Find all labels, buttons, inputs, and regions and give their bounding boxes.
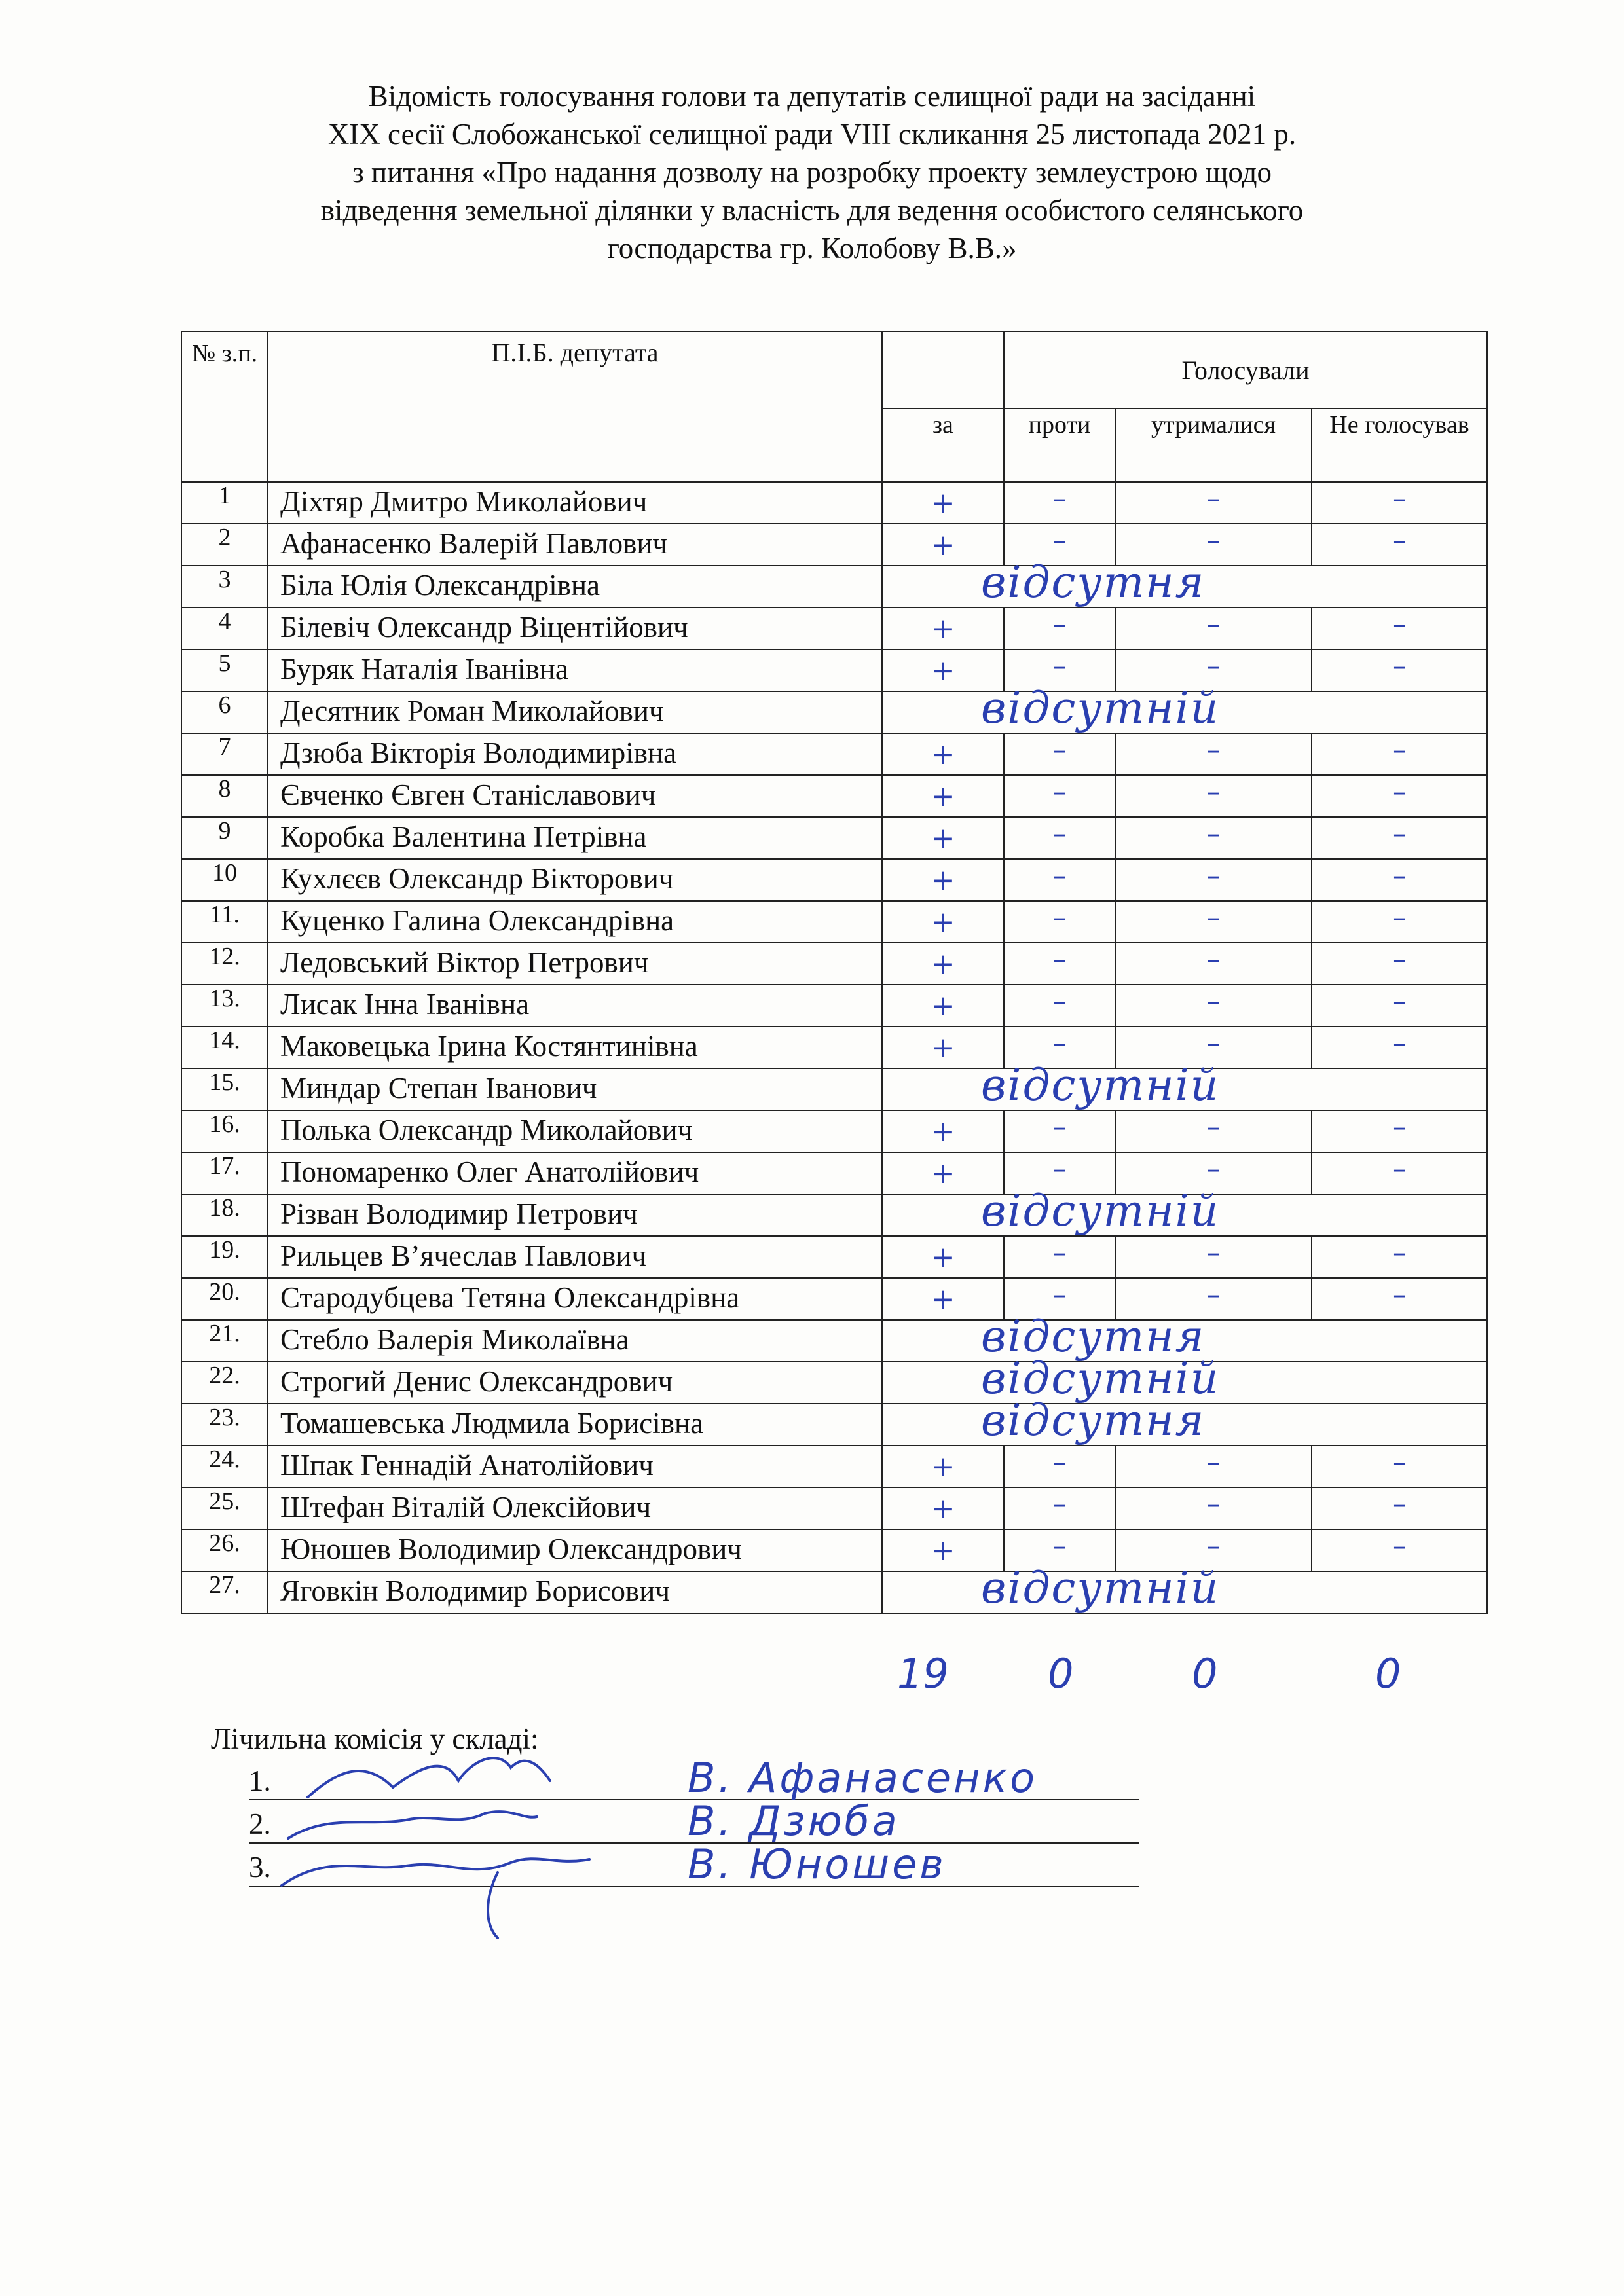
vote-against-mark: – (1053, 1489, 1066, 1520)
table-row (181, 1110, 1487, 1152)
vote-not-voted-mark: – (1393, 861, 1406, 891)
deputy-name: Лисак Інна Іванівна (268, 985, 882, 1027)
header-blank (882, 331, 1004, 409)
vote-not-voted-mark-cell (1312, 482, 1487, 524)
vote-not-voted-mark-cell (1312, 901, 1487, 943)
table-row (181, 691, 1487, 733)
vote-for-mark: + (931, 486, 955, 520)
vote-against-mark: – (1053, 735, 1066, 765)
row-number: 4 (181, 608, 268, 649)
table-row (181, 1320, 1487, 1362)
vote-not-voted-mark: – (1393, 735, 1406, 765)
vote-not-voted-mark: – (1393, 1112, 1406, 1142)
vote-for-mark-cell (882, 1446, 1004, 1487)
absent-mark: відсутній (981, 1563, 1220, 1613)
total-abstain: 0 (1192, 1650, 1218, 1698)
vote-for-mark-cell (882, 608, 1004, 649)
signature-number: 3. (249, 1851, 271, 1884)
vote-abstain-mark-cell (1115, 1110, 1312, 1152)
table-row (181, 817, 1487, 859)
signature-number: 2. (249, 1808, 271, 1840)
deputy-name: Строгий Денис Олександрович (268, 1362, 882, 1404)
vote-abstain-mark: – (1207, 526, 1220, 556)
vote-abstain-mark: – (1207, 903, 1220, 933)
vote-against-mark: – (1053, 526, 1066, 556)
vote-against-mark: – (1053, 610, 1066, 640)
table-row (181, 649, 1487, 691)
signature-line (249, 1797, 1139, 1845)
deputy-name: Кухлєєв Олександр Вікторович (268, 859, 882, 901)
header-voted: Голосували (1004, 331, 1487, 409)
vote-not-voted-mark-cell (1312, 943, 1487, 985)
deputy-name: Десятник Роман Миколайович (268, 691, 882, 733)
vote-for-mark-cell (882, 1110, 1004, 1152)
vote-abstain-mark: – (1207, 861, 1220, 891)
vote-not-voted-mark: – (1393, 1280, 1406, 1310)
vote-against-mark-cell (1004, 482, 1115, 524)
absent-mark: відсутній (981, 1353, 1220, 1404)
vote-not-voted-mark: – (1393, 651, 1406, 682)
table-row (181, 1194, 1487, 1236)
vote-not-voted-mark: – (1393, 484, 1406, 514)
deputy-name: Ледовський Віктор Петрович (268, 943, 882, 985)
absent-mark: відсутня (981, 1395, 1206, 1446)
vote-against-mark-cell (1004, 1487, 1115, 1529)
row-number: 11. (181, 901, 268, 943)
vote-not-voted-mark-cell (1312, 1529, 1487, 1571)
table-row (181, 1446, 1487, 1487)
table-row (181, 775, 1487, 817)
row-number: 18. (181, 1194, 268, 1236)
vote-not-voted-mark: – (1393, 819, 1406, 849)
deputy-name: Дзюба Вікторія Володимирівна (268, 733, 882, 775)
vote-against-mark: – (1053, 945, 1066, 975)
vote-against-mark: – (1053, 777, 1066, 807)
vote-for-mark: + (931, 528, 955, 562)
commission-label: Лічильна комісія у складі: (211, 1722, 539, 1755)
vote-not-voted-mark: – (1393, 903, 1406, 933)
header-abstain: утрималися (1115, 409, 1312, 482)
vote-for-mark-cell (882, 943, 1004, 985)
absent-cell (882, 1060, 1487, 1110)
vote-for-mark: + (931, 864, 955, 897)
row-number: 26. (181, 1529, 268, 1571)
deputy-name: Коробка Валентина Петрівна (268, 817, 882, 859)
table-row (181, 1362, 1487, 1404)
vote-for-mark: + (931, 1492, 955, 1525)
vote-against-mark: – (1053, 1280, 1066, 1310)
vote-abstain-mark: – (1207, 651, 1220, 682)
absent-mark: відсутній (981, 1186, 1220, 1236)
title-line: XIX сесії Слобожанської селищної ради VIII скликання 25 листопада 2021 р. (327, 118, 1297, 151)
vote-for-mark-cell (882, 859, 1004, 901)
header-for: за (882, 409, 1004, 482)
vote-for-mark-cell (882, 817, 1004, 859)
table-row (181, 1236, 1487, 1278)
deputy-name: Штефан Віталій Олексійович (268, 1487, 882, 1529)
vote-abstain-mark-cell (1115, 985, 1312, 1027)
row-number: 20. (181, 1278, 268, 1320)
table-row (181, 733, 1487, 775)
absent-cell (882, 1395, 1487, 1446)
vote-against-mark: – (1053, 819, 1066, 849)
table-row (181, 1152, 1487, 1194)
table-row (181, 1404, 1487, 1446)
vote-not-voted-mark-cell (1312, 1446, 1487, 1487)
vote-for-mark-cell (882, 1487, 1004, 1529)
vote-not-voted-mark-cell (1312, 1278, 1487, 1320)
vote-for-mark: + (931, 905, 955, 939)
vote-for-mark-cell (882, 733, 1004, 775)
vote-for-mark: + (931, 1031, 955, 1065)
deputy-name: Шпак Геннадій Анатолійович (268, 1446, 882, 1487)
vote-not-voted-mark-cell (1312, 1027, 1487, 1068)
row-number: 6 (181, 691, 268, 733)
table-row (181, 608, 1487, 649)
vote-against-mark-cell (1004, 733, 1115, 775)
table-body (181, 482, 1487, 1613)
vote-abstain-mark: – (1207, 1489, 1220, 1520)
table-row (181, 1278, 1487, 1320)
vote-not-voted-mark: – (1393, 1531, 1406, 1561)
absent-cell (882, 1563, 1487, 1613)
table-row (181, 524, 1487, 566)
deputy-name: Різван Володимир Петрович (268, 1194, 882, 1236)
absent-mark: відсутній (981, 1060, 1220, 1110)
total-for: 19 (897, 1650, 949, 1698)
vote-against-mark: – (1053, 484, 1066, 514)
vote-for-mark: + (931, 780, 955, 813)
vote-abstain-mark: – (1207, 945, 1220, 975)
vote-not-voted-mark-cell (1312, 1236, 1487, 1278)
vote-for-mark-cell (882, 775, 1004, 817)
vote-abstain-mark-cell (1115, 1446, 1312, 1487)
total-against: 0 (1048, 1650, 1074, 1698)
vote-against-mark: – (1053, 1238, 1066, 1268)
row-number: 7 (181, 733, 268, 775)
row-number: 17. (181, 1152, 268, 1194)
vote-not-voted-mark: – (1393, 1448, 1406, 1478)
row-number: 22. (181, 1362, 268, 1404)
row-number: 10 (181, 859, 268, 901)
table-row (181, 1571, 1487, 1613)
vote-not-voted-mark-cell (1312, 1487, 1487, 1529)
deputy-name: Стебло Валерія Миколаївна (268, 1320, 882, 1362)
table-row (181, 566, 1487, 608)
vote-against-mark: – (1053, 903, 1066, 933)
vote-not-voted-mark-cell (1312, 817, 1487, 859)
vote-against-mark-cell (1004, 817, 1115, 859)
signature-line (249, 1840, 1139, 1888)
table-row (181, 1487, 1487, 1529)
vote-abstain-mark-cell (1115, 1487, 1312, 1529)
vote-not-voted-mark-cell (1312, 1110, 1487, 1152)
deputy-name: Куценко Галина Олександрівна (268, 901, 882, 943)
vote-not-voted-mark: – (1393, 526, 1406, 556)
row-number: 19. (181, 1236, 268, 1278)
vote-not-voted-mark-cell (1312, 649, 1487, 691)
table-row (181, 1529, 1487, 1571)
signature-name: В. Юношев (688, 1840, 946, 1888)
vote-for-mark: + (931, 1450, 955, 1484)
table-row (181, 943, 1487, 985)
header-name: П.І.Б. депутата (268, 331, 882, 482)
row-number: 16. (181, 1110, 268, 1152)
vote-abstain-mark-cell (1115, 859, 1312, 901)
row-number: 8 (181, 775, 268, 817)
row-number: 1 (181, 482, 268, 524)
vote-not-voted-mark: – (1393, 987, 1406, 1017)
vote-against-mark-cell (1004, 985, 1115, 1027)
vote-against-mark: – (1053, 651, 1066, 682)
deputy-name: Буряк Наталія Іванівна (268, 649, 882, 691)
deputy-name: Стародубцева Тетяна Олександрівна (268, 1278, 882, 1320)
vote-against-mark-cell (1004, 775, 1115, 817)
vote-not-voted-mark: – (1393, 945, 1406, 975)
row-number: 9 (181, 817, 268, 859)
row-number: 14. (181, 1027, 268, 1068)
vote-for-mark: + (931, 1283, 955, 1316)
absent-cell (882, 1186, 1487, 1236)
vote-abstain-mark-cell (1115, 775, 1312, 817)
row-number: 15. (181, 1068, 268, 1110)
vote-against-mark-cell (1004, 1236, 1115, 1278)
vote-abstain-mark: – (1207, 819, 1220, 849)
vote-not-voted-mark: – (1393, 1489, 1406, 1520)
deputy-name: Миндар Степан Іванович (268, 1068, 882, 1110)
vote-for-mark: + (931, 947, 955, 981)
table-row (181, 482, 1487, 524)
deputy-name: Євченко Євген Станіславович (268, 775, 882, 817)
vote-for-mark: + (931, 1157, 955, 1190)
signature-name: В. Афанасенко (688, 1754, 1038, 1802)
vote-against-mark-cell (1004, 1110, 1115, 1152)
title-line: Відомість голосування голови та депутатів селищної ради на засіданні (368, 80, 1256, 113)
deputy-name: Діхтяр Дмитро Миколайович (268, 482, 882, 524)
vote-not-voted-mark-cell (1312, 524, 1487, 566)
signature-name: В. Дзюба (688, 1797, 900, 1845)
vote-for-mark: + (931, 822, 955, 855)
table-row (181, 901, 1487, 943)
row-number: 13. (181, 985, 268, 1027)
absent-cell (882, 557, 1487, 608)
table-row (181, 1027, 1487, 1068)
deputy-name: Яговкін Володимир Борисович (268, 1571, 882, 1613)
vote-abstain-mark-cell (1115, 1236, 1312, 1278)
deputy-name: Юношев Володимир Олександрович (268, 1529, 882, 1571)
vote-abstain-mark: – (1207, 987, 1220, 1017)
vote-against-mark: – (1053, 1029, 1066, 1059)
vote-for-mark: + (931, 1534, 955, 1567)
vote-abstain-mark: – (1207, 484, 1220, 514)
vote-not-voted-mark-cell (1312, 1152, 1487, 1194)
vote-abstain-mark: – (1207, 1029, 1220, 1059)
vote-not-voted-mark-cell (1312, 859, 1487, 901)
vote-abstain-mark-cell (1115, 482, 1312, 524)
vote-for-mark-cell (882, 985, 1004, 1027)
vote-not-voted-mark: – (1393, 1238, 1406, 1268)
header-number: № з.п. (181, 331, 268, 482)
vote-abstain-mark-cell (1115, 817, 1312, 859)
vote-not-voted-mark-cell (1312, 733, 1487, 775)
vote-abstain-mark: – (1207, 610, 1220, 640)
header-against: проти (1004, 409, 1115, 482)
vote-abstain-mark-cell (1115, 608, 1312, 649)
title-line: відведення земельної ділянки у власність для ведення особистого селянського (320, 194, 1304, 227)
vote-against-mark: – (1053, 1531, 1066, 1561)
row-number: 21. (181, 1320, 268, 1362)
vote-abstain-mark: – (1207, 1154, 1220, 1184)
vote-not-voted-mark: – (1393, 1154, 1406, 1184)
vote-for-mark: + (931, 612, 955, 646)
vote-not-voted-mark: – (1393, 777, 1406, 807)
header-not-voted: Не голосував (1312, 409, 1487, 482)
vote-for-mark: + (931, 654, 955, 687)
vote-totals (0, 1650, 1624, 1709)
voting-table (181, 331, 1488, 1614)
deputy-name: Полька Олександр Миколайович (268, 1110, 882, 1152)
vote-against-mark-cell (1004, 859, 1115, 901)
vote-against-mark-cell (1004, 608, 1115, 649)
absent-mark: відсутня (981, 557, 1206, 608)
vote-abstain-mark: – (1207, 1112, 1220, 1142)
deputy-name: Пономаренко Олег Анатолійович (268, 1152, 882, 1194)
vote-for-mark: + (931, 1241, 955, 1274)
vote-for-mark-cell (882, 901, 1004, 943)
row-number: 27. (181, 1571, 268, 1613)
vote-abstain-mark: – (1207, 777, 1220, 807)
vote-abstain-mark: – (1207, 1531, 1220, 1561)
vote-not-voted-mark: – (1393, 1029, 1406, 1059)
absent-cell (882, 683, 1487, 733)
vote-against-mark: – (1053, 1112, 1066, 1142)
vote-against-mark-cell (1004, 943, 1115, 985)
vote-against-mark: – (1053, 987, 1066, 1017)
vote-against-mark: – (1053, 1154, 1066, 1184)
row-number: 12. (181, 943, 268, 985)
vote-for-mark: + (931, 1115, 955, 1148)
row-number: 2 (181, 524, 268, 566)
vote-abstain-mark-cell (1115, 901, 1312, 943)
vote-not-voted-mark: – (1393, 610, 1406, 640)
document-title (170, 77, 1454, 267)
deputy-name: Маковецька Ірина Костянтинівна (268, 1027, 882, 1068)
vote-abstain-mark: – (1207, 1280, 1220, 1310)
title-line: господарства гр. Колобову В.В.» (607, 232, 1017, 264)
vote-for-mark-cell (882, 1236, 1004, 1278)
title-line: з питання «Про надання дозволу на розробку проекту землеустрою щодо (352, 156, 1272, 189)
deputy-name: Рильцев В’ячеслав Павлович (268, 1236, 882, 1278)
table-row (181, 1068, 1487, 1110)
vote-against-mark-cell (1004, 1446, 1115, 1487)
row-number: 23. (181, 1404, 268, 1446)
signature-line (249, 1754, 1139, 1802)
row-number: 24. (181, 1446, 268, 1487)
vote-abstain-mark: – (1207, 735, 1220, 765)
vote-abstain-mark: – (1207, 1448, 1220, 1478)
deputy-name: Білевіч Олександр Віцентійович (268, 608, 882, 649)
deputy-name: Томашевська Людмила Борисівна (268, 1404, 882, 1446)
table-row (181, 859, 1487, 901)
row-number: 5 (181, 649, 268, 691)
table-row (181, 985, 1487, 1027)
vote-for-mark: + (931, 738, 955, 771)
row-number: 3 (181, 566, 268, 608)
vote-for-mark-cell (882, 482, 1004, 524)
absent-mark: відсутній (981, 683, 1220, 733)
vote-abstain-mark: – (1207, 1238, 1220, 1268)
vote-abstain-mark-cell (1115, 943, 1312, 985)
absent-mark: відсутня (981, 1311, 1206, 1362)
vote-against-mark: – (1053, 861, 1066, 891)
vote-for-mark: + (931, 989, 955, 1023)
vote-abstain-mark-cell (1115, 733, 1312, 775)
vote-not-voted-mark-cell (1312, 775, 1487, 817)
row-number: 25. (181, 1487, 268, 1529)
signature-number: 1. (249, 1764, 271, 1797)
deputy-name: Біла Юлія Олександрівна (268, 566, 882, 608)
deputy-name: Афанасенко Валерій Павлович (268, 524, 882, 566)
vote-against-mark: – (1053, 1448, 1066, 1478)
vote-against-mark-cell (1004, 901, 1115, 943)
vote-not-voted-mark-cell (1312, 608, 1487, 649)
vote-not-voted-mark-cell (1312, 985, 1487, 1027)
total-not-voted: 0 (1375, 1650, 1401, 1698)
